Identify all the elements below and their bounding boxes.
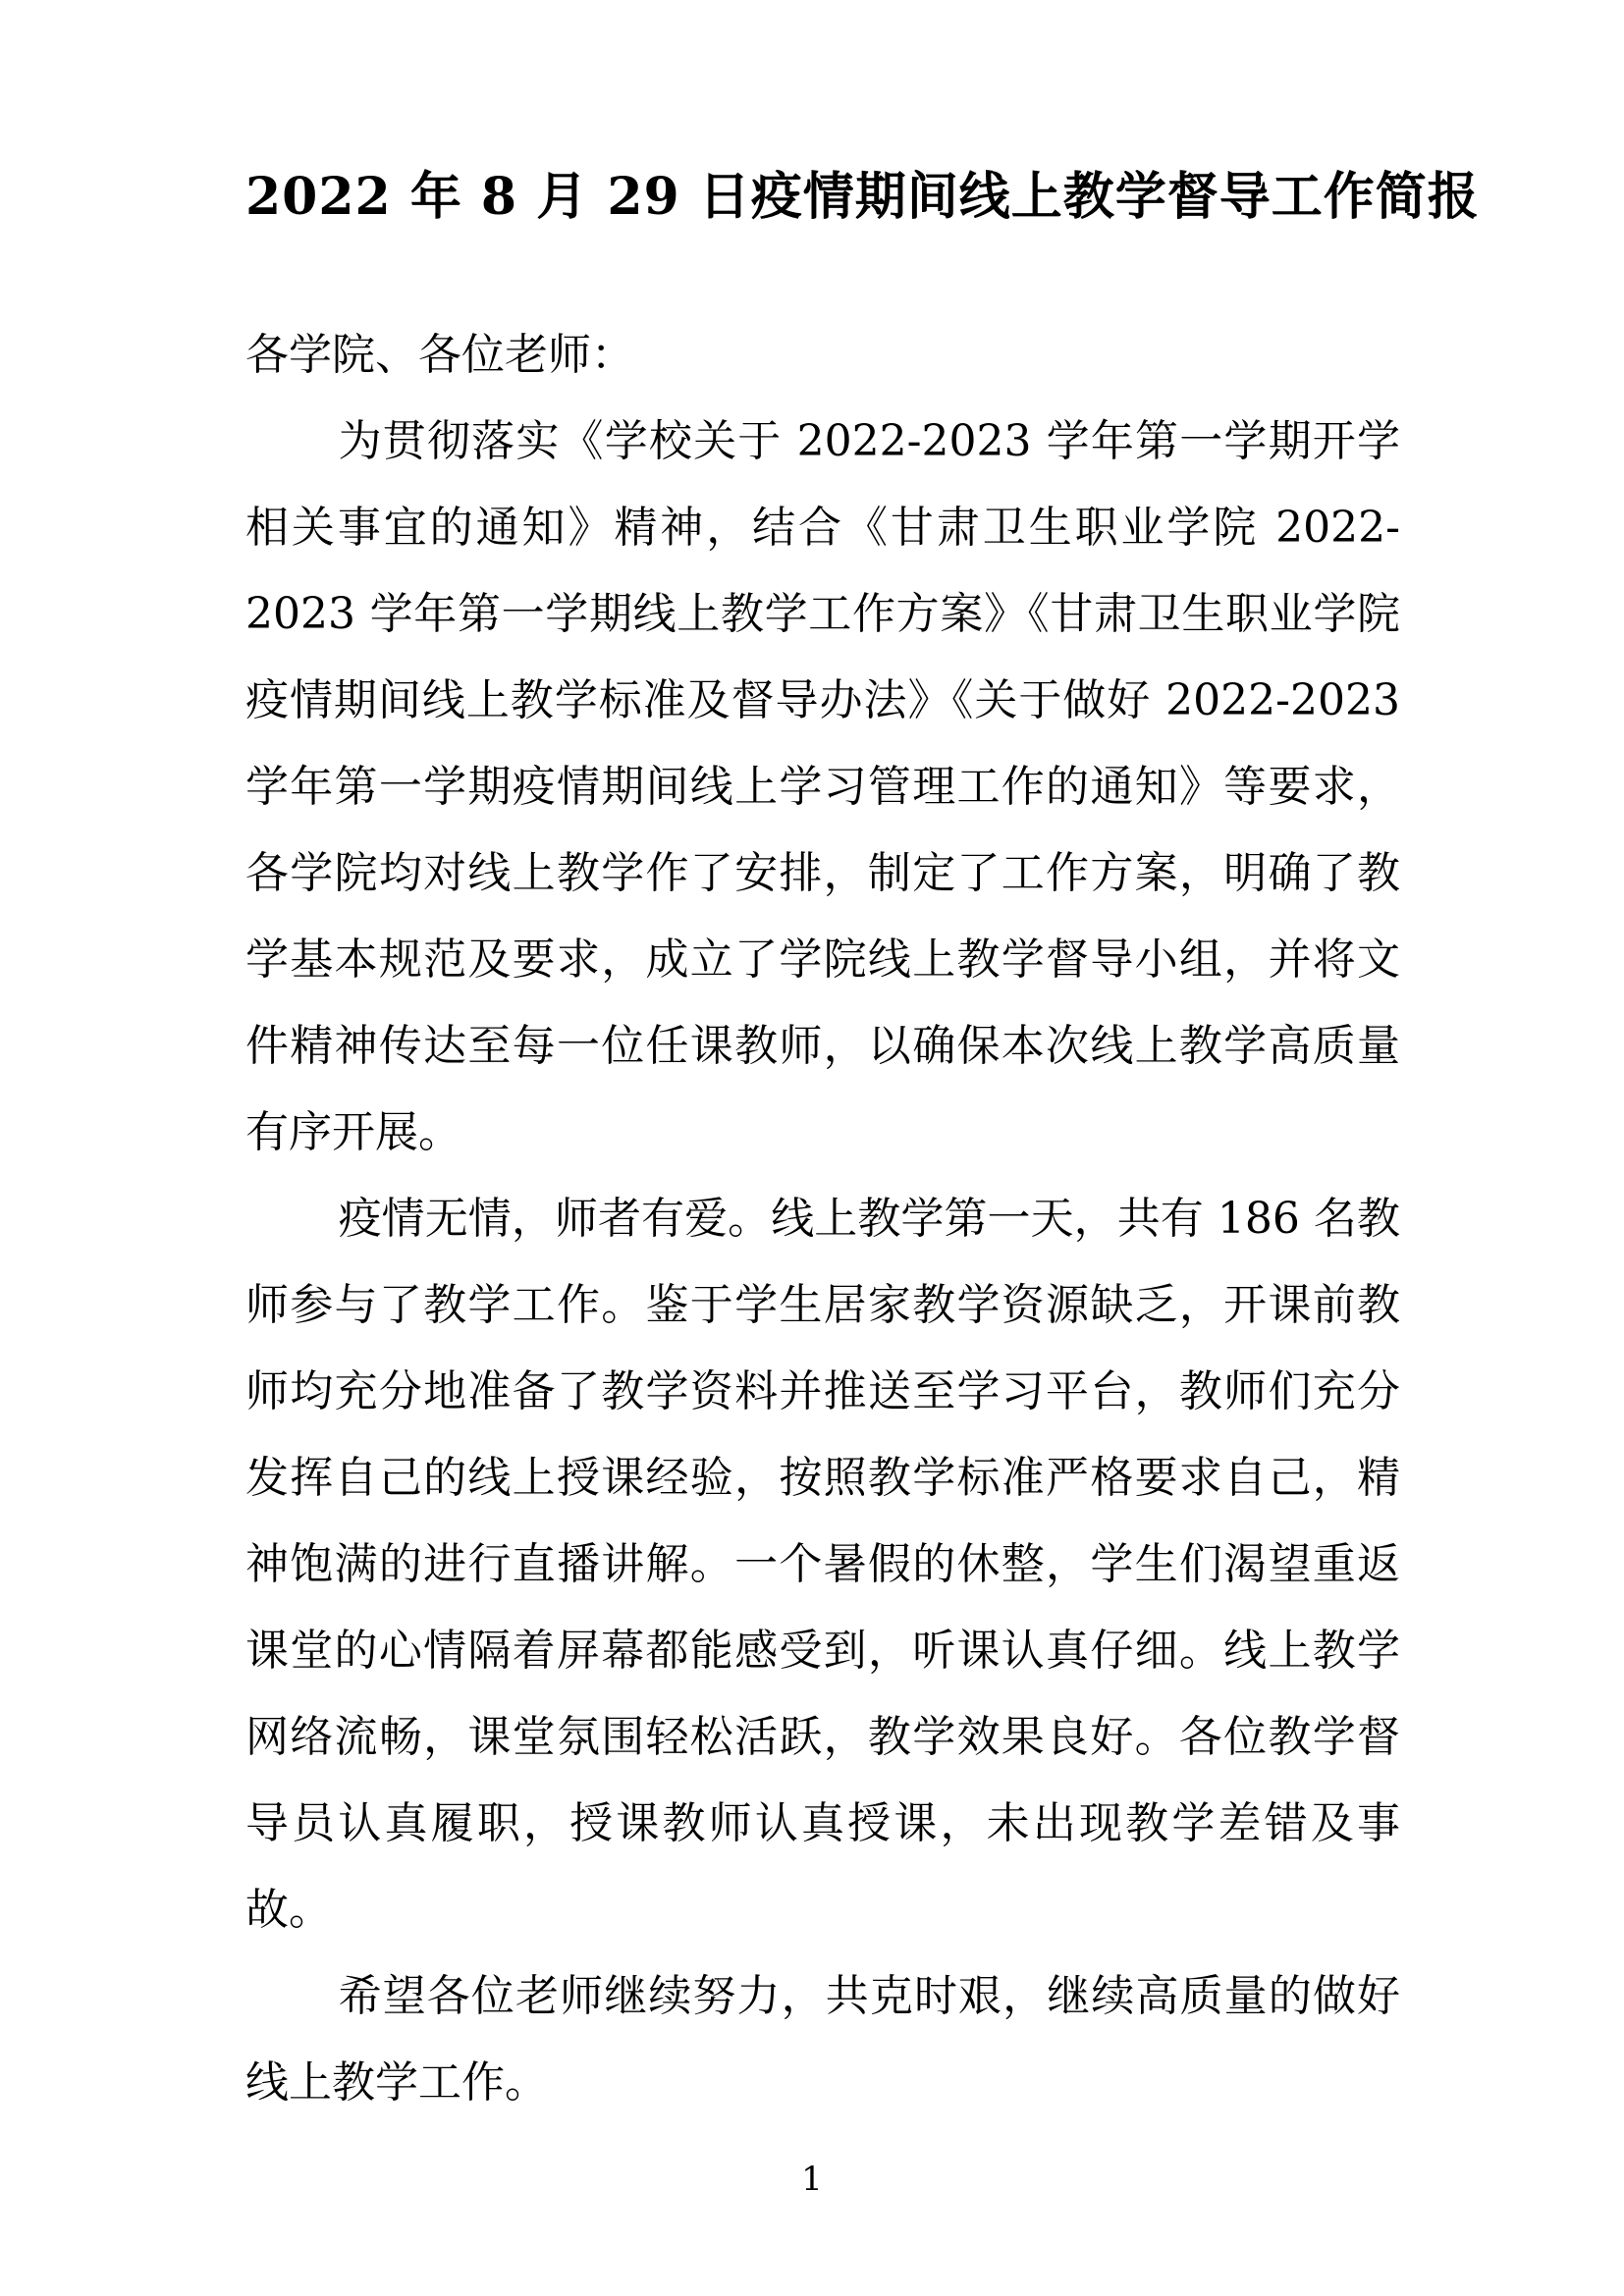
salutation-line: 各学院、各位老师： [245,330,634,380]
paragraph-1: 为贯彻落实《学校关于 2022-2023 学年第一学期开学相关事宜的通知》精神，结合《甘肃卫生职业学院 2022-2023 学年第一学期线上教学工作方案》《甘肃卫生职业学院疫情期间线上教学标准及督导办法》《关于做好 2022-2023 学年第一学期疫情期间线上学习管理工作的通知》等要求，各学院均对线上教学作了安排，制定了工作方案，明确了教学基本规范及要求，成立了学院线上教学督导小组，并将文件精神传达至每一位任课教师，以确保本次线上教学高质量有序开展。 [245,416,1400,1157]
document-title: 2022 年 8 月 29 日疫情期间线上教学督导工作简报 [245,167,1480,227]
paragraph-3: 希望各位老师继续努力，共克时艰，继续高质量的做好线上教学工作。 [245,1971,1400,2108]
page-number: 1 [801,2160,823,2199]
paragraph-2: 疫情无情，师者有爱。线上教学第一天，共有 186 名教师参与了教学工作。鉴于学生居家教学资源缺乏，开课前教师均充分地准备了教学资料并推送至学习平台，教师们充分发挥自己的线上授课经验，按照教学标准严格要求自己，精神饱满的进行直播讲解。一个暑假的休整，学生们渴望重返课堂的心情隔着屏幕都能感受到，听课认真仔细。线上教学网络流畅，课堂氛围轻松活跃，教学效果良好。各位教学督导员认真履职，授课教师认真授课，未出现教学差错及事故。 [245,1194,1400,1935]
document-body [245,312,1400,2126]
